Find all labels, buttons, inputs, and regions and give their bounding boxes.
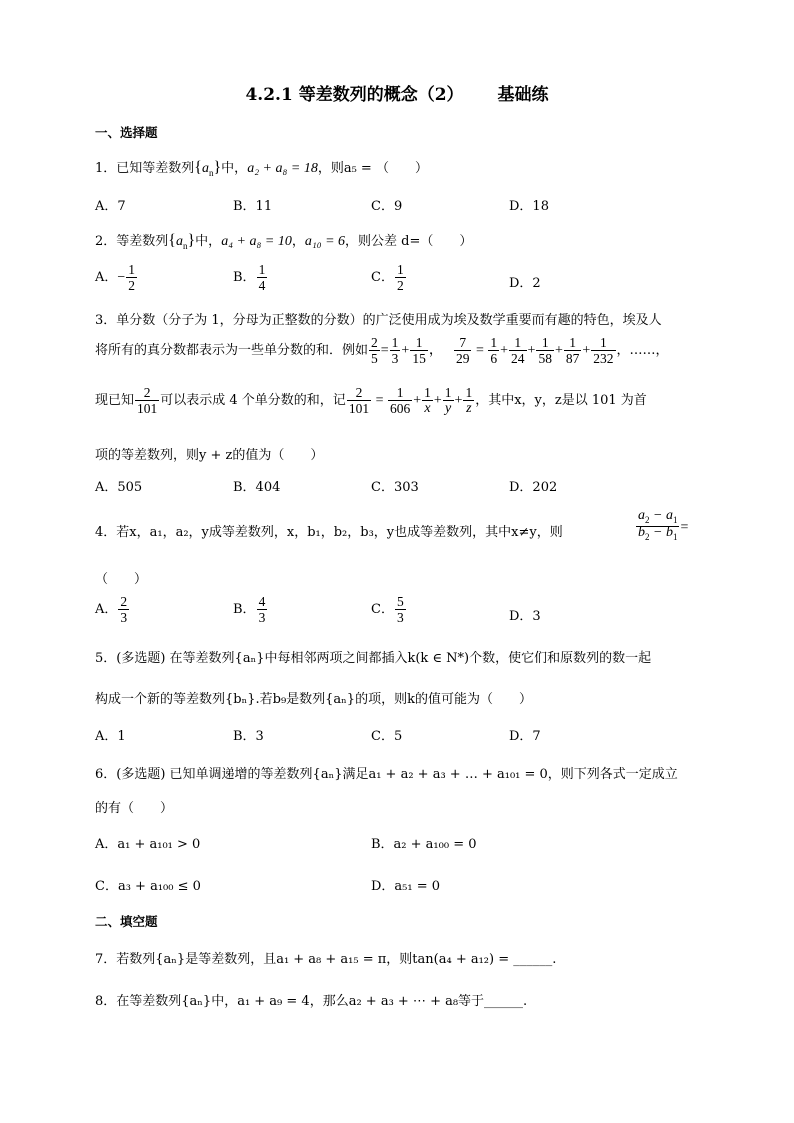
q4-line-1: [95, 521, 563, 540]
section-heading-fill: 二、填空题: [95, 914, 158, 929]
q2-mid: 中，: [195, 234, 222, 249]
q2-option-b-label: B．: [233, 270, 256, 285]
q1-text: 已知等差数列: [116, 161, 195, 176]
q5-option-a: A．1: [95, 729, 126, 744]
q1-option-c: C．9: [371, 199, 403, 214]
q8-line: 8．在等差数列{aₙ}中，a₁ + a₉ = 4，那么a₂ + a₃ + ⋯ + a₈等于______.: [95, 994, 528, 1009]
question-1: 1．已知等差数列$\{a_n\}$中，a₂ + a₈ = 18，则a₅ = （ ）: [95, 159, 428, 178]
q4-option-c: C． $\frac{5}{3}$: [371, 594, 404, 625]
q2-cond-1: a₄ + a₈ = 10: [221, 234, 292, 249]
q5-option-b: B．3: [233, 729, 264, 744]
q1-condition: a₂ + a₈ = 18: [247, 161, 318, 176]
q6-line-2: 的有（ ）: [95, 801, 174, 816]
title-main: 4.2.1 等差数列的概念（2）: [245, 85, 464, 105]
q6-option-d: D．a₅₁ = 0: [371, 879, 441, 894]
q3-line-3: 现已知 $\frac{2}{101}$ 可以表示成 4 个单分数的和，记 $\frac{2}{101}$ = $\frac{1}{606}$ + $\frac{1}{x}$ + $\frac{1}{y}$ + $\frac{1}{z}$ ，其中x，y，z是以 101 为首: [95, 385, 647, 416]
q3-line-3-mid: 可以表示成 4 个单分数的和，记: [160, 393, 346, 408]
q3-option-b: B．404: [233, 480, 281, 495]
q7-line: 7．若数列{aₙ}是等差数列，且a₁ + a₈ + a₁₅ = π，则tan(a₄ + a₁₂) = ______.: [95, 952, 557, 967]
q4-option-c-label: C．: [371, 602, 394, 617]
page-title: [0, 80, 794, 105]
q5-line-2: 构成一个新的等差数列{bₙ}.若b₉是数列{aₙ}的项，则k的值可能为（ ）: [95, 692, 532, 707]
q1-ask: ，则a₅ = （ ）: [317, 161, 428, 176]
q2-option-c: C． $\frac{1}{2}$: [371, 262, 404, 293]
q4-option-a: A． $\frac{2}{3}$: [95, 594, 128, 625]
q5-line-1: 5．(多选题) 在等差数列{aₙ}中每相邻两项之间都插入k(k ∈ N*)个数，使它们和原数列的数一起: [95, 651, 652, 666]
q2-cond-2: a₁₀ = 6: [304, 234, 346, 249]
q4-option-a-label: A．: [95, 602, 118, 617]
q5-option-d: D．7: [509, 729, 541, 744]
q3-line-3-pre: 现已知: [95, 393, 135, 408]
q3-ellipsis: ，……，: [616, 343, 669, 358]
q4-option-b: B． $\frac{4}{3}$: [233, 594, 266, 625]
q1-option-a: A．7: [95, 199, 126, 214]
q3-line-2: 将所有的真分数都表示为一些单分数的和．例如 $\frac{2}{5}$ = $\frac{1}{3}$ + $\frac{1}{15}$ ， $\frac{7}{29}$ = $\frac{1}{6}$ + $\frac{1}{24}$ + $\frac{1}{58}$ + $\frac{1}{87}$ + $\frac{1}{232}$ ，……，: [95, 335, 669, 366]
q6-option-c: C．a₃ + a₁₀₀ ≤ 0: [95, 879, 201, 894]
title-sub: 基础练: [497, 85, 549, 105]
q2-option-a-label: A．: [95, 270, 118, 285]
q2-option-c-label: C．: [371, 270, 394, 285]
q4-line-2: （ ）: [95, 572, 148, 587]
q6-option-a: A．a₁ + a₁₀₁ > 0: [95, 837, 201, 852]
q3-line-1: 3．单分数（分子为 1，分母为正整数的分数）的广泛使用成为埃及数学重要而有趣的特色，埃及人: [95, 313, 662, 328]
q2-ask: ，则公差 d=（ ）: [345, 234, 473, 249]
q2-number: 2．: [95, 234, 117, 249]
section-heading-choice: 一、选择题: [95, 125, 158, 140]
q3-option-c: C．303: [371, 480, 419, 495]
q2-option-b: B． $\frac{1}{4}$: [233, 262, 266, 293]
q3-line-4: 项的等差数列，则y + z的值为（ ）: [95, 448, 324, 463]
q4-line-1-text: 4．若x，a₁，a₂，y成等差数列，x，b₁，b₂，b₃，y也成等差数列，其中x≠y，则: [95, 525, 563, 540]
q3-option-a: A．505: [95, 480, 143, 495]
q4-option-b-label: B．: [233, 602, 256, 617]
q1-option-d: D．18: [509, 199, 549, 214]
q3-option-d: D．202: [509, 480, 558, 495]
q2-text: 等差数列: [116, 234, 169, 249]
q6-option-b: B．a₂ + a₁₀₀ = 0: [371, 837, 477, 852]
q2-option-d: D．2: [509, 276, 541, 291]
question-2: 2．等差数列$\{a_n\}$中，a₄ + a₈ = 10，a₁₀ = 6，则公差 d=（ ）: [95, 232, 473, 251]
q3-line-3-post: ，其中x，y，z是以 101 为首: [475, 393, 647, 408]
q1-option-b: B．11: [233, 199, 273, 214]
q6-line-1: 6．(多选题) 已知单调递增的等差数列{aₙ}满足a₁ + a₂ + a₃ + … + a₁₀₁ = 0，则下列各式一定成立: [95, 767, 678, 782]
q2-sep: ，: [291, 234, 305, 249]
q1-mid: 中，: [221, 161, 248, 176]
q2-option-a: A．− $\frac{1}{2}$: [95, 262, 136, 293]
q5-option-c: C．5: [371, 729, 403, 744]
q4-fraction: $\frac{a_2 - a_1}{b_2 - b_1}$ =: [638, 508, 689, 542]
q1-number: 1．: [95, 161, 117, 176]
q4-option-d: D．3: [509, 609, 541, 624]
q3-line-2-text: 将所有的真分数都表示为一些单分数的和．例如: [95, 343, 369, 358]
